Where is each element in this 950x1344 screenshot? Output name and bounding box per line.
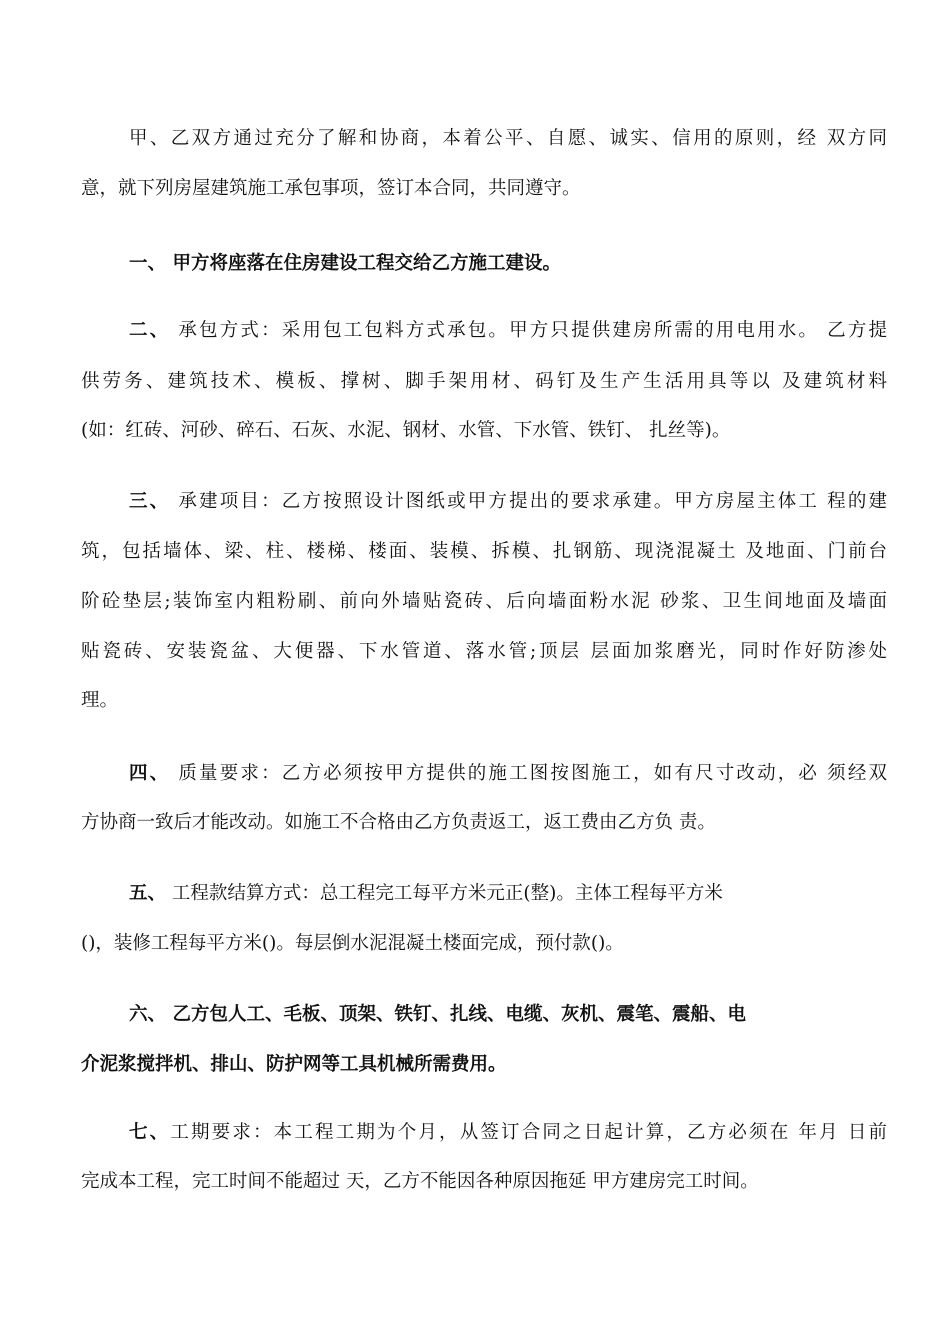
section-6-line-2: 介泥浆搅拌机、排山、防护网等工具机械所需费用。: [81, 1054, 507, 1075]
section-7-label: 七、: [129, 1122, 171, 1143]
section-3-text-1: 承建项目：乙方按照设计图纸或甲方提出的要求承建。甲方房屋主体工 程的建: [170, 491, 887, 512]
section-2-line-3: (如：红砖、河砂、碎石、石灰、水泥、钢材、水管、下水管、铁钉、 扎丝等)。: [81, 420, 731, 441]
section-5-line-2: ()，装修工程每平方米()。每层倒水泥混凝土楼面完成，预付款()。: [81, 933, 624, 954]
section-7-text-1: 工期要求：本工程工期为个月，从签订合同之日起计算，乙方必须在 年月 日前: [170, 1122, 887, 1143]
section-3-line-5: 理。: [81, 690, 119, 711]
section-3-line-4: 贴瓷砖、安装瓷盆、大便器、下水管道、落水管;顶层 层面加浆磨光，同时作好防渗处: [81, 641, 887, 662]
section-2-text-1: 承包方式：采用包工包料方式承包。甲方只提供建房所需的用电用水。 乙方提: [170, 320, 887, 341]
section-1-heading: 一、 甲方将座落在住房建设工程交给乙方施工建设。: [129, 253, 561, 274]
section-4-line-2: 方协商一致后才能改动。如施工不合格由乙方负责返工，返工费由乙方负 责。: [81, 812, 716, 833]
section-6-line-1: 六、 乙方包人工、毛板、顶架、铁钉、扎线、电缆、灰机、震笔、震船、电: [129, 1004, 746, 1025]
section-7-line-1: [129, 1120, 887, 1146]
section-3-label: 三、: [129, 491, 171, 512]
section-7-line-2: 完成本工程，完工时间不能超过 天，乙方不能因各种原因拖延 甲方建房完工时间。: [81, 1171, 759, 1192]
section-2-line-2: 供劳务、建筑技术、模板、撑树、脚手架用材、码钉及生产生活用具等以 及建筑材料: [81, 371, 887, 392]
intro-line-2: 意，就下列房屋建筑施工承包事项，签订本合同，共同遵守。: [81, 178, 581, 199]
section-4-label: 四、: [129, 763, 171, 784]
section-4-text-1: 质量要求：乙方必须按甲方提供的施工图按图施工，如有尺寸改动，必 须经双: [170, 763, 887, 784]
section-5-line-1: [129, 881, 887, 907]
section-5-label: 五、: [129, 883, 167, 904]
section-2-label: 二、: [129, 320, 171, 341]
section-4-line-1: [129, 761, 887, 787]
section-3-line-2: 筑，包括墙体、梁、柱、楼梯、楼面、装模、拆模、扎钢筋、现浇混凝土 及地面、门前台: [81, 541, 887, 562]
section-3-line-1: [129, 489, 887, 515]
section-2-line-1: [129, 318, 887, 344]
section-3-line-3: 阶砼垫层;装饰室内粗粉刷、前向外墙贴瓷砖、后向墙面粉水泥 砂浆、卫生间地面及墙面: [81, 591, 887, 612]
intro-line-1: 甲、乙双方通过充分了解和协商，本着公平、自愿、诚实、信用的原则，经 双方同: [129, 128, 887, 149]
section-5-text-1: 工程款结算方式：总工程完工每平方米元正(整)。主体工程每平方米: [166, 883, 723, 904]
